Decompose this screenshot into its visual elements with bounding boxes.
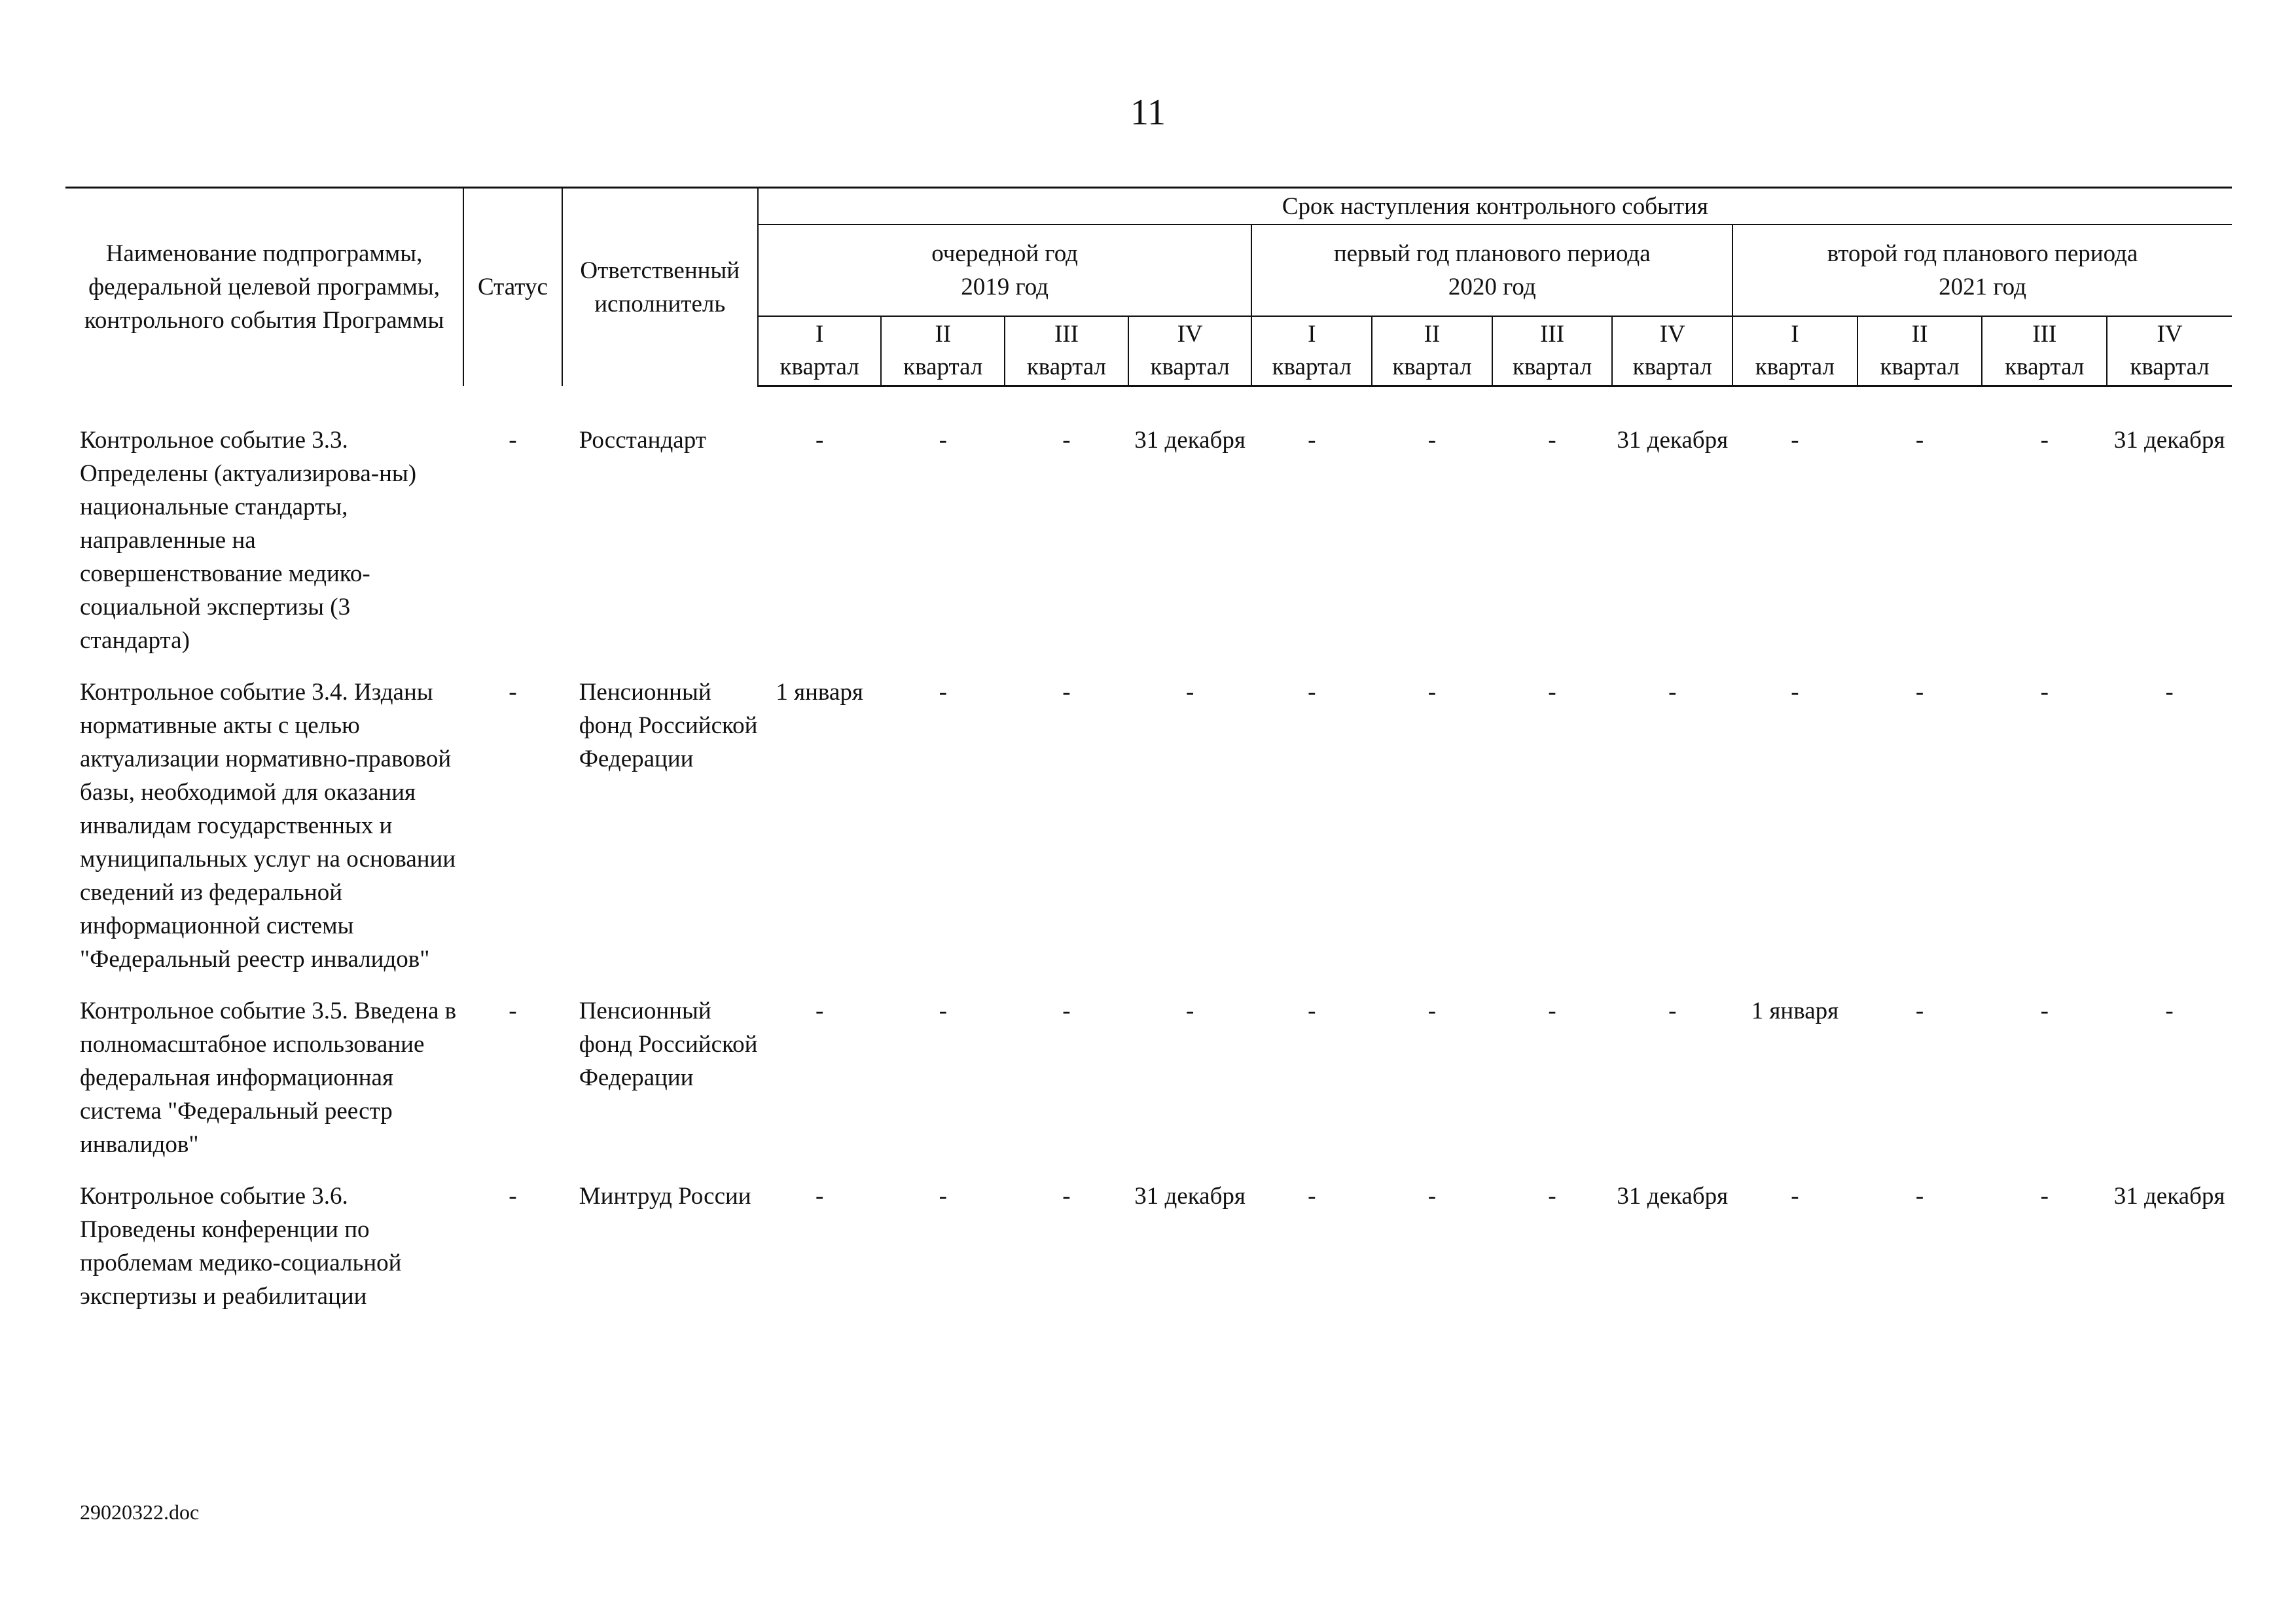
quarter-cell: 1 января <box>1751 998 1839 1024</box>
quarter-cell: - <box>939 679 947 706</box>
quarter-cell: - <box>1308 427 1316 454</box>
table-row <box>65 1180 2232 1331</box>
quarter-cell: - <box>1548 427 1556 454</box>
quarter-cell: - <box>1062 427 1071 454</box>
quarter-cell: - <box>1427 679 1437 706</box>
quarter-cell: - <box>1791 1183 1799 1210</box>
quarter-cell: 31 декабря <box>2113 427 2225 454</box>
quarter-cell: 31 декабря <box>1617 427 1729 454</box>
quarter-cell: - <box>1548 998 1556 1024</box>
quarter-cell: - <box>815 998 824 1024</box>
header-year-2021: второй год планового периода 2021 год <box>1732 225 2232 316</box>
header-quarter: II квартал <box>1857 316 1982 386</box>
quarter-cell: - <box>2040 1183 2049 1210</box>
table-body <box>65 386 2232 1332</box>
quarter-cell: - <box>1791 679 1799 706</box>
header-quarter: I квартал <box>1732 316 1857 386</box>
header-quarter: II квартал <box>1372 316 1492 386</box>
event-name: Контрольное событие 3.5. Введена в полномасштабное использование федеральная информационная система "Федеральный реестр инвалидов" <box>80 998 457 1158</box>
event-responsible: Пенсионный фонд Российской Федерации <box>579 679 758 772</box>
quarter-cell: - <box>2165 679 2174 706</box>
quarter-cell: - <box>1185 998 1194 1024</box>
quarter-cell: - <box>1308 998 1316 1024</box>
quarter-cell: - <box>1062 1183 1071 1210</box>
quarter-cell: - <box>815 1183 824 1210</box>
header-status: Статус <box>463 188 562 386</box>
quarter-cell: - <box>1668 998 1677 1024</box>
event-status: - <box>509 998 517 1024</box>
quarter-cell: - <box>1308 1183 1316 1210</box>
quarter-cell: - <box>1791 427 1799 454</box>
event-status: - <box>509 679 517 706</box>
event-name: Контрольное событие 3.3. Определены (актуализирова-ны) национальные стандарты, направленные на совершенствование медико-социальной экспертизы (3 стандарта) <box>80 427 417 654</box>
quarter-cell: - <box>815 427 824 454</box>
header-name: Наименование подпрограммы, федеральной целевой программы, контрольного события Программы <box>65 188 463 386</box>
quarter-cell: 1 января <box>776 679 863 706</box>
quarter-cell: - <box>939 1183 947 1210</box>
event-status: - <box>509 1183 517 1210</box>
document-filename: 29020322.doc <box>80 1500 200 1524</box>
header-term: Срок наступления контрольного события <box>758 188 2232 225</box>
header-quarter: III квартал <box>1982 316 2107 386</box>
header-quarter: IV квартал <box>1128 316 1252 386</box>
quarter-cell: - <box>1915 427 1924 454</box>
quarter-cell: - <box>1915 1183 1924 1210</box>
event-responsible: Минтруд России <box>579 1183 751 1210</box>
header-year-2019: очередной год 2019 год <box>758 225 1252 316</box>
quarter-cell: 31 декабря <box>1134 1183 1246 1210</box>
header-quarter: IV квартал <box>1612 316 1732 386</box>
control-events-table <box>65 187 2232 1331</box>
event-responsible: Пенсионный фонд Российской Федерации <box>579 998 758 1091</box>
quarter-cell: - <box>1548 679 1556 706</box>
event-status: - <box>509 427 517 454</box>
table-row <box>65 994 2232 1180</box>
header-quarter: II квартал <box>881 316 1005 386</box>
event-name: Контрольное событие 3.6. Проведены конференции по проблемам медико-социальной экспертизы и реабилитации <box>80 1183 402 1310</box>
quarter-cell: - <box>1427 998 1437 1024</box>
quarter-cell: 31 декабря <box>2113 1183 2225 1210</box>
quarter-cell: 31 декабря <box>1134 427 1246 454</box>
quarter-cell: - <box>2040 427 2049 454</box>
header-quarter: III квартал <box>1492 316 1613 386</box>
quarter-cell: - <box>1915 679 1924 706</box>
event-responsible: Росстандарт <box>579 427 706 454</box>
quarter-cell: 31 декабря <box>1617 1183 1729 1210</box>
table-row <box>65 676 2232 994</box>
quarter-cell: - <box>1062 998 1071 1024</box>
header-year-2020: первый год планового периода 2020 год <box>1251 225 1732 316</box>
page-number: 11 <box>1130 92 1166 133</box>
quarter-cell: - <box>2040 679 2049 706</box>
quarter-cell: - <box>1185 679 1194 706</box>
quarter-cell: - <box>1915 998 1924 1024</box>
quarter-cell: - <box>2040 998 2049 1024</box>
table-row <box>65 424 2232 676</box>
quarter-cell: - <box>1427 1183 1437 1210</box>
quarter-cell: - <box>2165 998 2174 1024</box>
quarter-cell: - <box>939 427 947 454</box>
quarter-cell: - <box>1062 679 1071 706</box>
quarter-cell: - <box>1308 679 1316 706</box>
table-header <box>65 188 2232 386</box>
quarter-cell: - <box>939 998 947 1024</box>
header-quarter: IV квартал <box>2107 316 2232 386</box>
header-quarter: III квартал <box>1005 316 1128 386</box>
header-responsible: Ответственный исполнитель <box>562 188 758 386</box>
quarter-cell: - <box>1427 427 1437 454</box>
quarter-cell: - <box>1548 1183 1556 1210</box>
event-name: Контрольное событие 3.4. Изданы нормативные акты с целью актуализации нормативно-правовой базы, необходимой для оказания инвалидам государственных и муниципальных услуг на основании сведений из федеральной информационной системы "Федеральный реестр инвалидов" <box>80 679 456 973</box>
header-quarter: I квартал <box>1251 316 1372 386</box>
header-quarter: I квартал <box>758 316 882 386</box>
quarter-cell: - <box>1668 679 1677 706</box>
